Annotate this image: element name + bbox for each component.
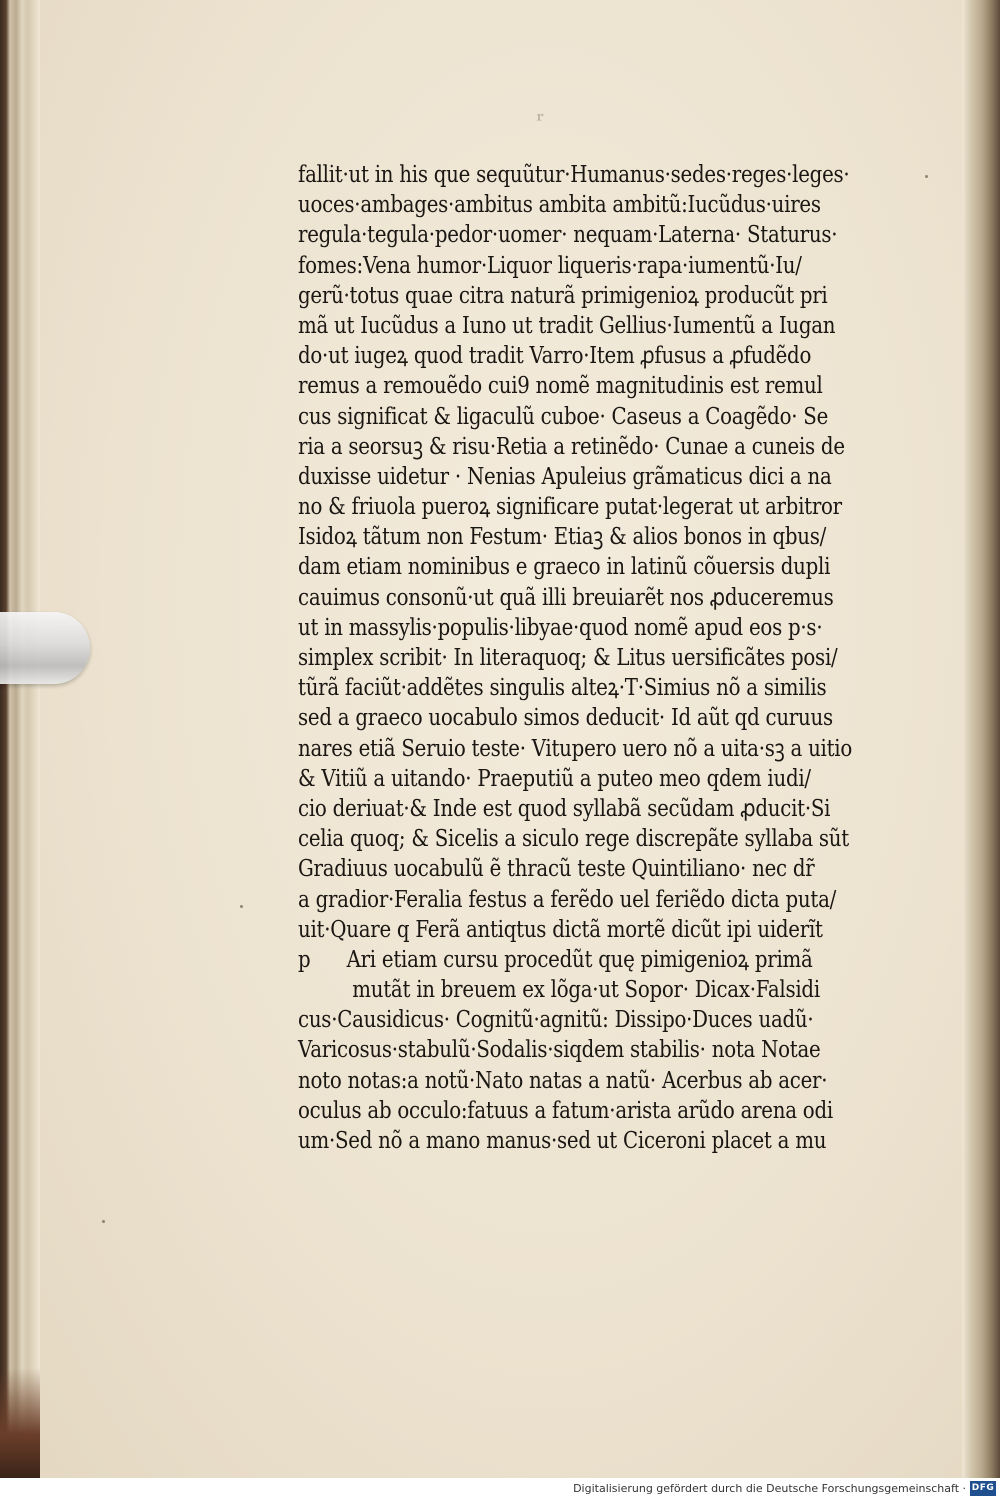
text-line: cauimus consonũ·ut quã illi breuiarẽt nos ꝓduceremus — [298, 584, 834, 611]
text-line: mã ut Iucũdus a Iuno ut tradit Gellius·Iumentũ a Iugan — [298, 312, 836, 339]
text-line: regula·tegula·pedor·uomer· nequam·Laterna· Staturus· — [298, 222, 838, 249]
text-line: no & friuola pueroꝝ significare putat·legerat ut arbitror — [298, 494, 842, 521]
text-line: fallit·ut in his que sequũtur·Humanus·sedes·reges·leges· — [298, 162, 850, 188]
right-gutter-shadow — [962, 0, 1000, 1478]
text-line: p Ari etiam cursu procedũt quę pimigenioꝝ primã — [298, 946, 813, 973]
text-line: Gradiuus uocabulũ ẽ thracũ teste Quintiliano· nec dr̃ — [298, 856, 815, 883]
paper-speck — [102, 1220, 105, 1223]
text-line: do·ut iugeꝝ quod tradit Varro·Item ꝓfusus a ꝓfudẽdo — [298, 343, 812, 370]
text-line: cus·Causidicus· Cognitũ·agnitũ: Dissipo·Duces uadũ· — [298, 1007, 814, 1034]
text-line: simplex scribit· In literaquoq; & Litus uersificãtes posi/ — [298, 645, 838, 671]
left-book-cover-corner — [0, 1368, 40, 1478]
text-line: Varicosus·stabulũ·Sodalis·siqdem stabilis· nota Notae — [298, 1037, 821, 1064]
text-line: mutãt in breuem ex lõga·ut Sopor· Dicax·Falsidi — [298, 977, 820, 1004]
paper-speck — [925, 175, 928, 178]
text-line: tũrã faciũt·addẽtes singulis alteꝝ·T·Simius nõ a similis — [298, 675, 827, 702]
text-line: a gradior·Feralia festus a ferẽdo uel feriẽdo dicta puta/ — [298, 886, 837, 913]
text-line: Isidoꝝ tãtum non Festum· Etiaꝫ & alios bonos in qbus/ — [298, 524, 827, 551]
text-line: cio deriuat·& Inde est quod syllabã secũdam ꝓducit·Si — [298, 795, 831, 822]
text-line: celia quoq; & Sicelis a siculo rege discrepãte syllaba sũt — [298, 826, 849, 853]
text-line: sed a graeco uocabulo simos deducit· Id aũt qd curuus — [298, 705, 833, 732]
text-line: nares etiã Seruio teste· Vitupero uero nõ a uita·sꝫ a uitio — [298, 735, 853, 762]
text-line: remus a remouẽdo cui9 nomẽ magnitudinis est remul — [298, 373, 823, 400]
text-line: ut in massylis·populis·libyae·quod nomẽ apud eos p·s· — [298, 614, 823, 641]
left-book-edge — [0, 0, 40, 1478]
text-line: um·Sed nõ a mano manus·sed ut Ciceroni placet a mu — [298, 1128, 827, 1154]
funding-credit: Digitalisierung gefördert durch die Deutsche Forschungsgemeinschaft · — [573, 1482, 966, 1495]
text-line: duxisse uidetur · Nenias Apuleius grãmaticus dici a na — [298, 463, 832, 490]
body-text — [298, 160, 918, 1156]
paper-speck — [240, 905, 243, 908]
bleed-through-header: ᷊᷊᷊ — [540, 82, 546, 122]
footer-bar — [0, 1478, 1000, 1502]
text-line: gerũ·totus quae citra naturã primigenioꝝ producũt pri — [298, 282, 828, 309]
text-line: ria a seorsuꝫ & risu·Retia a retinẽdo· Cunae a cuneis de — [298, 433, 845, 460]
page-clip — [0, 612, 90, 684]
text-line: & Vitiũ a uitando· Praeputiũ a puteo meo qdem iudi/ — [298, 765, 811, 792]
text-line: noto notas:a notũ·Nato natas a natũ· Acerbus ab acer· — [298, 1067, 828, 1094]
dfg-logo: DFG — [970, 1481, 996, 1496]
text-line: uit·Quare q Ferã antiqtus dictã mortẽ dicũt ipi uiderĩt — [298, 916, 823, 943]
text-line: cus significat & ligaculũ cuboe· Caseus a Coagẽdo· Se — [298, 403, 829, 430]
text-line: oculus ab occulo:fatuus a fatum·arista arũdo arena odi — [298, 1097, 833, 1124]
text-line: uoces·ambages·ambitus ambita ambitũ:Iucũdus·uires — [298, 192, 821, 219]
text-line: fomes:Vena humor·Liquor liqueris·rapa·iumentũ·Iu/ — [298, 252, 802, 279]
text-line: dam etiam nominibus e graeco in latinũ cõuersis dupli — [298, 554, 831, 581]
